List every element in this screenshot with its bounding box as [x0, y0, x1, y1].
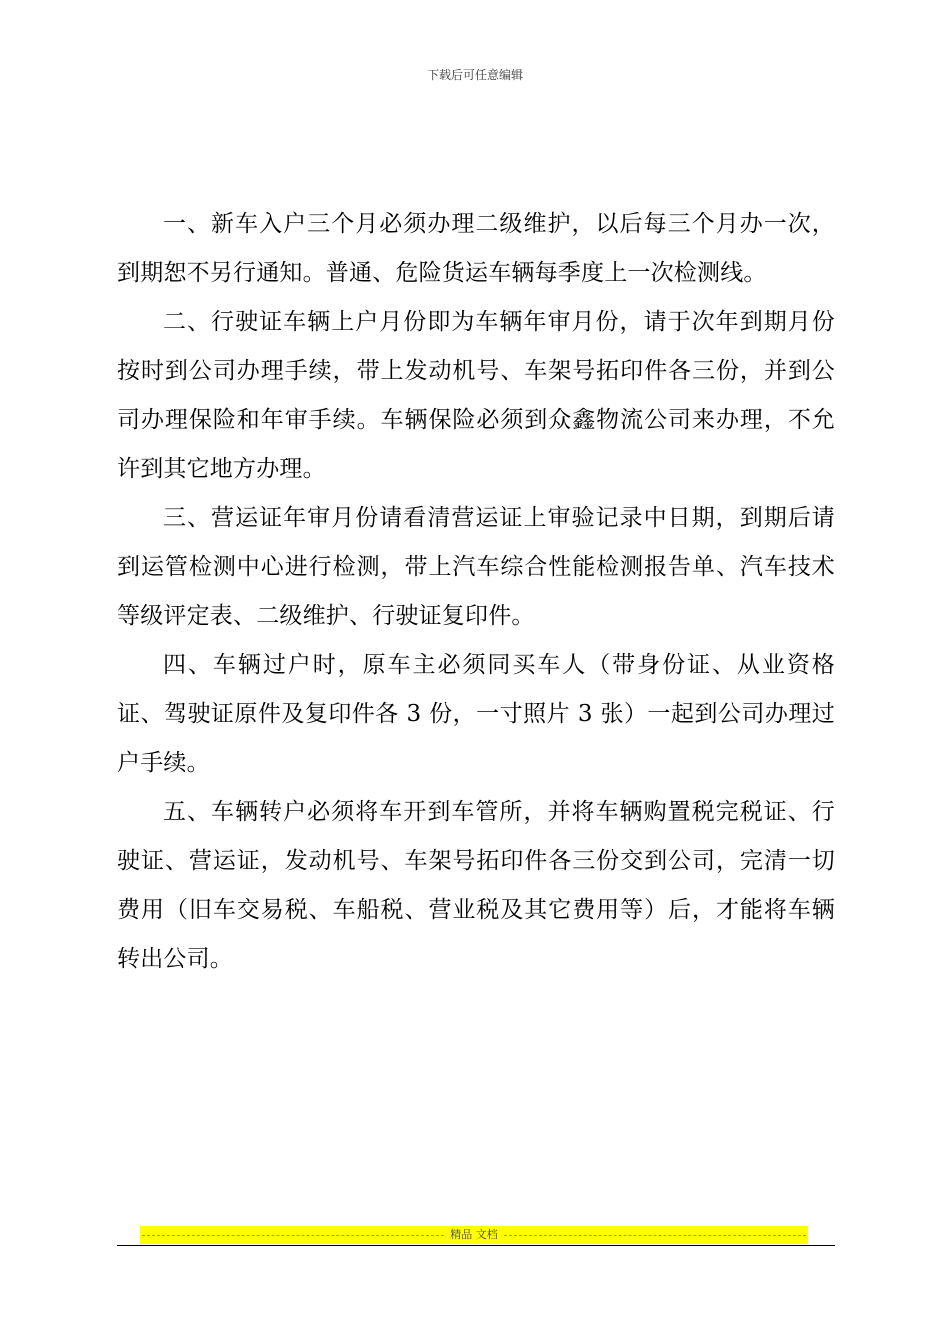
footer-dash-right — [504, 1235, 806, 1236]
footer-dash-left — [142, 1235, 444, 1236]
header-note: 下载后可任意编辑 — [426, 68, 523, 82]
footer-band — [140, 1226, 808, 1244]
paragraph-4: 四、车辆过户时，原车主必须同买车人（带身份证、从业资格证、驾驶证原件及复印件各 3 份，一寸照片 3 张）一起到公司办理过户手续。 — [117, 652, 835, 776]
footer-label: 精品 文档 — [450, 1228, 498, 1241]
paragraph-3: 三、营运证年审月份请看清营运证上审验记录中日期，到期后请到运管检测中心进行检测，带上汽车综合性能检测报告单、汽车技术等级评定表、二级维护、行驶证复印件。 — [117, 505, 835, 629]
document-body — [117, 200, 835, 984]
footer-rule — [117, 1245, 835, 1246]
paragraph-2: 二、行驶证车辆上户月份即为车辆年审月份，请于次年到期月份按时到公司办理手续，带上发动机号、车架号拓印件各三份，并到公司办理保险和年审手续。车辆保险必须到众鑫物流公司来办理，不允许到其它地方办理。 — [117, 309, 835, 482]
paragraph-5: 五、车辆转户必须将车开到车管所，并将车辆购置税完税证、行驶证、营运证，发动机号、车架号拓印件各三份交到公司，完清一切费用（旧车交易税、车船税、营业税及其它费用等）后，才能将车辆转出公司。 — [117, 799, 835, 972]
paragraph-1: 一、新车入户三个月必须办理二级维护，以后每三个月办一次，到期恕不另行通知。普通、危险货运车辆每季度上一次检测线。 — [117, 211, 835, 286]
